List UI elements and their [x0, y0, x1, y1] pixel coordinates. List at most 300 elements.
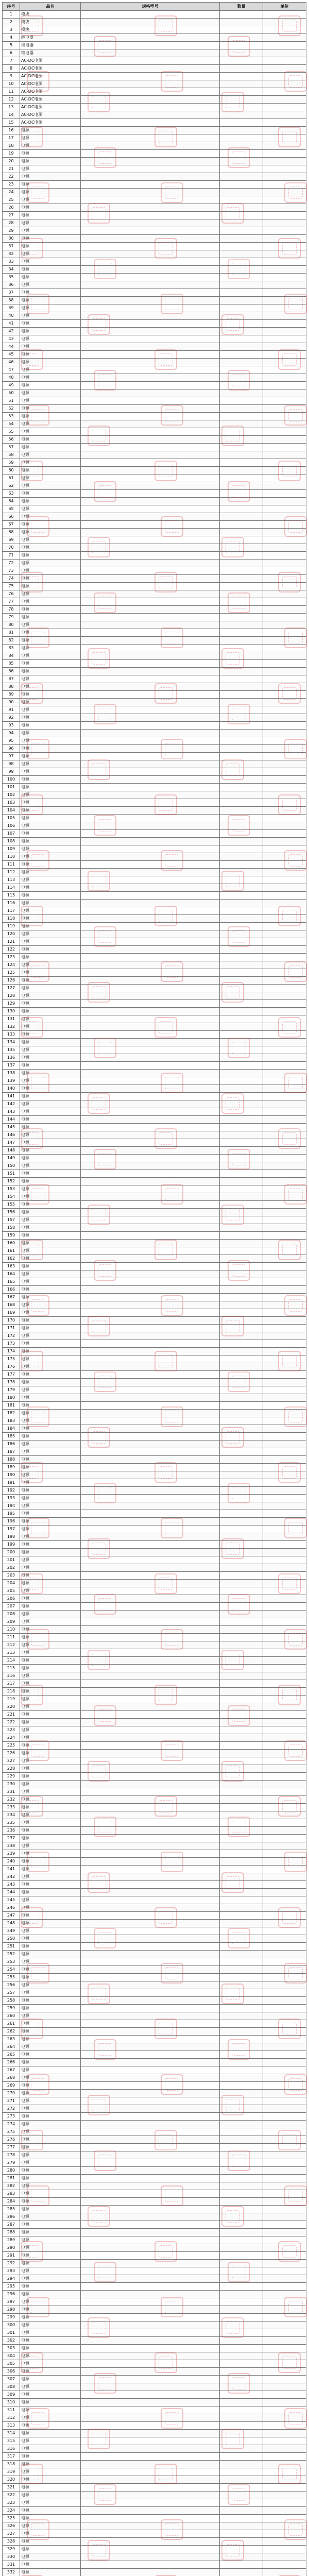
row-quantity — [220, 1726, 263, 1734]
table-row — [3, 1912, 306, 1920]
row-index: 210 — [3, 1626, 20, 1634]
row-index: 223 — [3, 1726, 20, 1734]
row-name: 电源 — [20, 1603, 81, 1611]
table-row — [3, 907, 306, 915]
table-row — [3, 134, 306, 142]
row-index: 147 — [3, 1139, 20, 1147]
row-model — [81, 320, 220, 328]
row-model — [81, 575, 220, 583]
row-unit — [263, 34, 306, 42]
row-name: 电源 — [20, 181, 81, 189]
row-model — [81, 1185, 220, 1193]
row-model — [81, 1958, 220, 1966]
row-name: 电源 — [20, 312, 81, 320]
row-model — [81, 536, 220, 544]
row-model — [81, 413, 220, 420]
row-model — [81, 1634, 220, 1641]
table-row — [3, 1765, 306, 1773]
table-row — [3, 2167, 306, 2175]
row-model — [81, 1224, 220, 1232]
row-name: 电源 — [20, 1958, 81, 1966]
row-model — [81, 1804, 220, 1811]
row-index: 172 — [3, 1332, 20, 1340]
row-unit — [263, 1348, 306, 1355]
row-unit — [263, 730, 306, 737]
row-quantity — [220, 1456, 263, 1464]
row-quantity — [220, 1147, 263, 1155]
row-name: 电源 — [20, 1734, 81, 1742]
row-model — [81, 521, 220, 529]
row-unit — [263, 2059, 306, 2066]
table-row — [3, 1641, 306, 1649]
row-model — [81, 482, 220, 490]
table-row — [3, 1379, 306, 1386]
row-quantity — [220, 1495, 263, 1502]
row-unit — [263, 2461, 306, 2468]
table-row — [3, 2291, 306, 2298]
row-quantity — [220, 374, 263, 382]
row-name: AC-DC电源 — [20, 80, 81, 88]
table-row — [3, 2352, 306, 2360]
row-index: 227 — [3, 1757, 20, 1765]
row-unit — [263, 1711, 306, 1719]
row-index: 317 — [3, 2453, 20, 2461]
row-index: 284 — [3, 2198, 20, 2206]
row-quantity — [220, 343, 263, 351]
row-index: 110 — [3, 853, 20, 861]
row-quantity — [220, 1603, 263, 1611]
row-model — [81, 2275, 220, 2283]
row-model — [81, 745, 220, 753]
row-unit — [263, 1247, 306, 1255]
table-row — [3, 2236, 306, 2244]
row-model — [81, 19, 220, 26]
row-quantity — [220, 111, 263, 119]
row-name: 电源 — [20, 1147, 81, 1155]
row-name: 电源 — [20, 1008, 81, 1015]
row-unit — [263, 753, 306, 760]
row-index: 160 — [3, 1240, 20, 1247]
row-model — [81, 2229, 220, 2236]
row-name: 电源 — [20, 2538, 81, 2546]
row-model — [81, 992, 220, 1000]
row-model — [81, 652, 220, 660]
row-model — [81, 1526, 220, 1533]
inventory-table — [2, 2, 306, 2576]
row-quantity — [220, 2012, 263, 2020]
table-row — [3, 1966, 306, 1974]
table-row — [3, 19, 306, 26]
table-row — [3, 1286, 306, 1294]
row-index: 231 — [3, 1788, 20, 1796]
row-name: 继电器 — [20, 42, 81, 49]
header-quantity: 数量 — [220, 3, 263, 11]
row-name: 电源 — [20, 884, 81, 892]
table-row — [3, 2198, 306, 2206]
row-model — [81, 196, 220, 204]
row-name: 电源 — [20, 2082, 81, 2090]
row-unit — [263, 645, 306, 652]
row-model — [81, 2352, 220, 2360]
row-name: 电源 — [20, 420, 81, 428]
row-unit — [263, 2538, 306, 2546]
row-model — [81, 938, 220, 946]
table-row — [3, 1124, 306, 1131]
row-model — [81, 204, 220, 212]
row-index: 261 — [3, 2020, 20, 2028]
row-unit — [263, 583, 306, 590]
row-model — [81, 1015, 220, 1023]
table-row — [3, 1657, 306, 1665]
row-unit — [263, 1255, 306, 1263]
row-quantity — [220, 1649, 263, 1657]
row-index: 191 — [3, 1479, 20, 1487]
row-quantity — [220, 838, 263, 845]
row-index: 75 — [3, 583, 20, 590]
row-unit — [263, 165, 306, 173]
row-name: 电源 — [20, 853, 81, 861]
row-name: 电源 — [20, 482, 81, 490]
row-name: 电源 — [20, 467, 81, 474]
table-row — [3, 1209, 306, 1216]
row-unit — [263, 1077, 306, 1085]
row-name: 电源 — [20, 1726, 81, 1734]
table-row — [3, 2066, 306, 2074]
row-quantity — [220, 366, 263, 374]
row-model — [81, 961, 220, 969]
row-model — [81, 11, 220, 19]
row-name: 电源 — [20, 1062, 81, 1070]
row-index: 154 — [3, 1193, 20, 1201]
row-quantity — [220, 1626, 263, 1634]
row-quantity — [220, 1688, 263, 1696]
row-name: 电源 — [20, 2028, 81, 2036]
row-model — [81, 2569, 220, 2576]
row-name: 电源 — [20, 2051, 81, 2059]
row-index: 34 — [3, 266, 20, 274]
row-quantity — [220, 2476, 263, 2484]
row-unit — [263, 853, 306, 861]
row-name: 电源 — [20, 876, 81, 884]
row-quantity — [220, 1417, 263, 1425]
row-index: 27 — [3, 212, 20, 219]
row-index: 4 — [3, 34, 20, 42]
row-unit — [263, 2422, 306, 2430]
row-name: 电源 — [20, 212, 81, 219]
table-row — [3, 884, 306, 892]
row-model — [81, 1726, 220, 1734]
row-unit — [263, 629, 306, 637]
row-model — [81, 1139, 220, 1147]
row-unit — [263, 459, 306, 467]
row-index: 275 — [3, 2128, 20, 2136]
row-name: 电源 — [20, 2267, 81, 2275]
row-index: 136 — [3, 1054, 20, 1062]
row-unit — [263, 1688, 306, 1696]
row-unit — [263, 915, 306, 923]
row-quantity — [220, 1479, 263, 1487]
table-wrapper — [2, 2, 306, 2576]
row-index: 83 — [3, 645, 20, 652]
row-index: 247 — [3, 1912, 20, 1920]
table-row — [3, 2337, 306, 2345]
row-name: 电源 — [20, 2445, 81, 2453]
row-index: 255 — [3, 1974, 20, 1981]
row-unit — [263, 1417, 306, 1425]
row-index: 18 — [3, 142, 20, 150]
row-model — [81, 1417, 220, 1425]
table-row — [3, 637, 306, 645]
row-name: 电源 — [20, 2306, 81, 2314]
row-model — [81, 606, 220, 614]
row-index: 7 — [3, 57, 20, 65]
row-index: 74 — [3, 575, 20, 583]
row-unit — [263, 1325, 306, 1332]
row-model — [81, 1796, 220, 1804]
row-quantity — [220, 1595, 263, 1603]
table-row — [3, 2005, 306, 2012]
row-index: 13 — [3, 104, 20, 111]
row-quantity — [220, 1997, 263, 2005]
row-quantity — [220, 1100, 263, 1108]
row-name: 电源 — [20, 2144, 81, 2151]
row-model — [81, 2538, 220, 2546]
row-quantity — [220, 861, 263, 869]
row-name: 电源 — [20, 1471, 81, 1479]
row-index: 331 — [3, 2561, 20, 2569]
table-row — [3, 1131, 306, 1139]
row-name: 电源 — [20, 1070, 81, 1077]
row-quantity — [220, 2167, 263, 2175]
table-row — [3, 2043, 306, 2051]
row-quantity — [220, 1896, 263, 1904]
row-unit — [263, 2206, 306, 2213]
row-model — [81, 49, 220, 57]
row-model — [81, 1448, 220, 1456]
row-index: 175 — [3, 1355, 20, 1363]
row-quantity — [220, 992, 263, 1000]
row-quantity — [220, 1209, 263, 1216]
row-model — [81, 1866, 220, 1873]
row-index: 251 — [3, 1943, 20, 1951]
row-name: 电源 — [20, 1866, 81, 1873]
row-model — [81, 212, 220, 219]
row-name: 电源 — [20, 1170, 81, 1178]
table-row — [3, 1564, 306, 1572]
row-model — [81, 1093, 220, 1100]
row-quantity — [220, 1108, 263, 1116]
row-index: 243 — [3, 1881, 20, 1889]
row-quantity — [220, 1611, 263, 1618]
row-model — [81, 444, 220, 451]
row-model — [81, 351, 220, 359]
row-unit — [263, 907, 306, 915]
row-unit — [263, 2144, 306, 2151]
row-quantity — [220, 722, 263, 730]
table-row — [3, 2445, 306, 2453]
table-row — [3, 838, 306, 845]
row-index: 268 — [3, 2074, 20, 2082]
row-index: 9 — [3, 73, 20, 80]
row-model — [81, 2036, 220, 2043]
row-model — [81, 1000, 220, 1008]
row-model — [81, 1471, 220, 1479]
row-name: 电源 — [20, 2422, 81, 2430]
row-unit — [263, 1842, 306, 1850]
row-model — [81, 1085, 220, 1093]
row-name: 电源 — [20, 328, 81, 335]
table-row — [3, 127, 306, 134]
row-unit — [263, 2043, 306, 2051]
row-index: 319 — [3, 2468, 20, 2476]
row-name: 电源 — [20, 946, 81, 954]
row-unit — [263, 1317, 306, 1325]
table-row — [3, 830, 306, 838]
row-model — [81, 165, 220, 173]
row-model — [81, 2329, 220, 2337]
table-row — [3, 629, 306, 637]
row-quantity — [220, 745, 263, 753]
table-row — [3, 1255, 306, 1263]
row-index: 176 — [3, 1363, 20, 1371]
row-unit — [263, 2121, 306, 2128]
table-row — [3, 660, 306, 668]
row-index: 59 — [3, 459, 20, 467]
row-unit — [263, 1951, 306, 1958]
row-index: 265 — [3, 2051, 20, 2059]
table-row — [3, 65, 306, 73]
row-model — [81, 2368, 220, 2376]
row-model — [81, 1440, 220, 1448]
table-row — [3, 1958, 306, 1966]
row-index: 76 — [3, 590, 20, 598]
row-quantity — [220, 1773, 263, 1781]
table-row — [3, 1526, 306, 1533]
row-model — [81, 1325, 220, 1332]
row-index: 297 — [3, 2298, 20, 2306]
row-unit — [263, 1564, 306, 1572]
row-unit — [263, 1070, 306, 1077]
row-unit — [263, 2383, 306, 2391]
table-row — [3, 1935, 306, 1943]
row-quantity — [220, 1162, 263, 1170]
row-quantity — [220, 1549, 263, 1556]
row-model — [81, 428, 220, 436]
row-index: 60 — [3, 467, 20, 474]
table-row — [3, 2538, 306, 2546]
row-quantity — [220, 1904, 263, 1912]
row-name: 电源 — [20, 351, 81, 359]
row-name: 电源 — [20, 1526, 81, 1533]
row-quantity — [220, 2283, 263, 2291]
row-index: 171 — [3, 1325, 20, 1332]
table-row — [3, 413, 306, 420]
row-index: 322 — [3, 2492, 20, 2499]
row-model — [81, 2236, 220, 2244]
row-index: 299 — [3, 2314, 20, 2321]
row-unit — [263, 822, 306, 830]
row-quantity — [220, 2437, 263, 2445]
row-model — [81, 900, 220, 907]
row-quantity — [220, 2275, 263, 2283]
row-model — [81, 969, 220, 977]
row-index: 276 — [3, 2136, 20, 2144]
row-model — [81, 645, 220, 652]
row-name: 电源 — [20, 1572, 81, 1580]
table-row — [3, 274, 306, 281]
row-unit — [263, 1440, 306, 1448]
row-unit — [263, 351, 306, 359]
row-quantity — [220, 2314, 263, 2321]
row-name: 电源 — [20, 1750, 81, 1757]
row-model — [81, 621, 220, 629]
row-model — [81, 1989, 220, 1997]
row-index: 301 — [3, 2329, 20, 2337]
row-index: 288 — [3, 2229, 20, 2236]
row-quantity — [220, 1989, 263, 1997]
row-name: 电源 — [20, 2461, 81, 2468]
row-unit — [263, 1526, 306, 1533]
row-unit — [263, 127, 306, 134]
row-name: 电源 — [20, 1641, 81, 1649]
row-name: 电源 — [20, 1912, 81, 1920]
row-quantity — [220, 1927, 263, 1935]
row-unit — [263, 297, 306, 304]
row-name: 电源 — [20, 590, 81, 598]
row-model — [81, 2283, 220, 2291]
row-unit — [263, 529, 306, 536]
table-row — [3, 320, 306, 328]
row-index: 88 — [3, 683, 20, 691]
row-unit — [263, 815, 306, 822]
row-unit — [263, 19, 306, 26]
row-model — [81, 158, 220, 165]
table-row — [3, 1580, 306, 1587]
row-quantity — [220, 498, 263, 505]
row-unit — [263, 1155, 306, 1162]
row-index: 153 — [3, 1185, 20, 1193]
row-quantity — [220, 567, 263, 575]
row-name: 电源 — [20, 2329, 81, 2337]
row-index: 245 — [3, 1896, 20, 1904]
row-model — [81, 838, 220, 845]
row-name: 电源 — [20, 413, 81, 420]
row-index: 323 — [3, 2499, 20, 2507]
row-model — [81, 884, 220, 892]
row-quantity — [220, 2360, 263, 2368]
row-index: 208 — [3, 1611, 20, 1618]
row-index: 67 — [3, 521, 20, 529]
row-unit — [263, 2136, 306, 2144]
row-quantity — [220, 1842, 263, 1850]
row-index: 182 — [3, 1410, 20, 1417]
table-row — [3, 683, 306, 691]
row-index: 197 — [3, 1526, 20, 1533]
table-row — [3, 1680, 306, 1688]
table-row — [3, 1054, 306, 1062]
row-name: 电源 — [20, 1054, 81, 1062]
row-model — [81, 2546, 220, 2553]
row-unit — [263, 2090, 306, 2097]
row-quantity — [220, 1757, 263, 1765]
row-name: AC-DC电源 — [20, 57, 81, 65]
row-index: 118 — [3, 915, 20, 923]
table-row — [3, 536, 306, 544]
row-quantity — [220, 1270, 263, 1278]
row-index: 216 — [3, 1672, 20, 1680]
row-name: 电源 — [20, 567, 81, 575]
row-index: 163 — [3, 1263, 20, 1270]
